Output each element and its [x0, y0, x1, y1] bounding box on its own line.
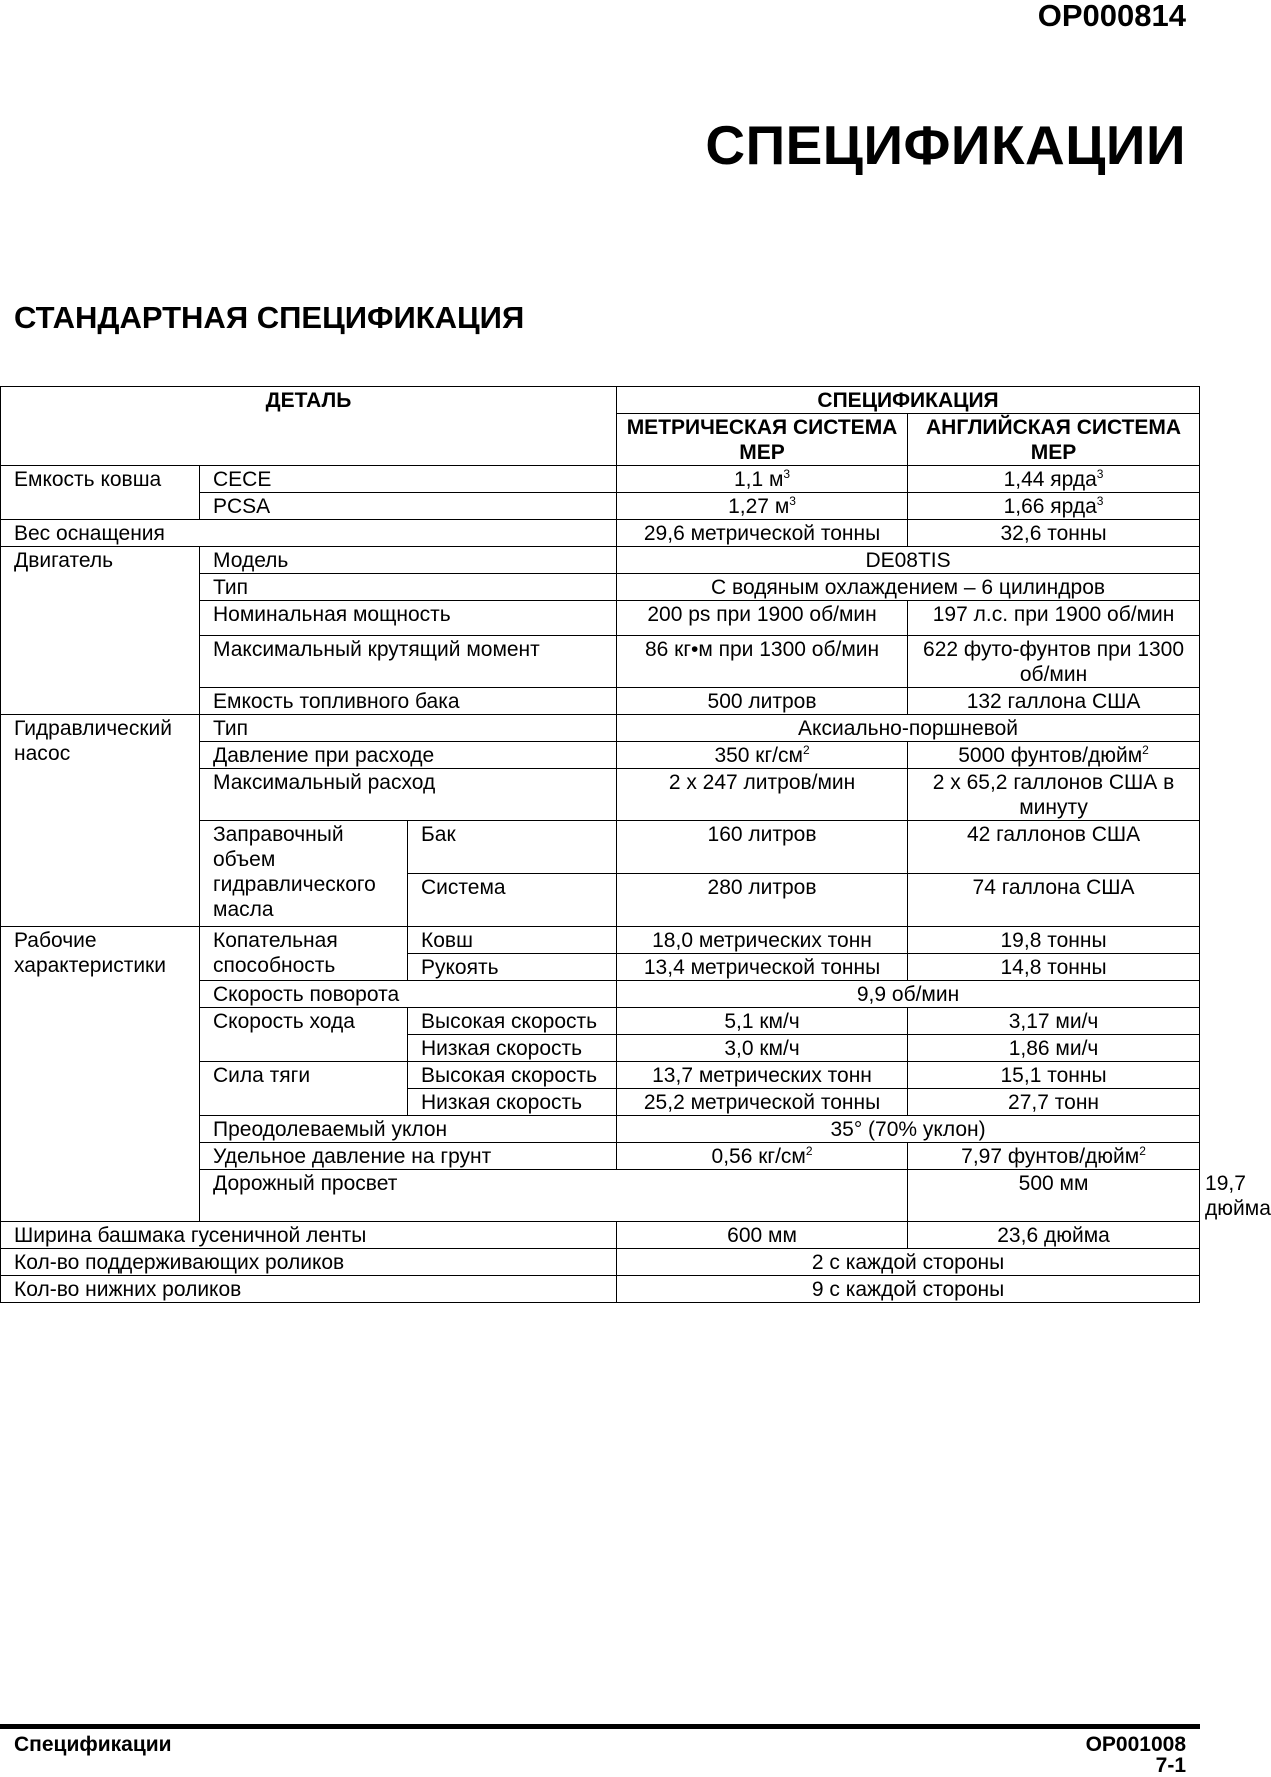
table-row — [1, 1276, 1200, 1303]
metric-value: 1,1 $м^3$ — [617, 466, 908, 493]
metric-value: 5,1 км/ч — [617, 1008, 908, 1035]
row-sublabel: Тип — [200, 715, 617, 742]
english-value: 14,8 тонны — [908, 954, 1200, 981]
english-value: 132 галлона США — [908, 688, 1200, 715]
english-value: 3,17 ми/ч — [908, 1008, 1200, 1035]
english-value: 2 x 65,2 галлонов США в минуту — [908, 769, 1200, 821]
table-row — [1, 466, 1200, 493]
row-sublabel: Заправочный объем гидравлического масла — [200, 821, 408, 927]
table-row — [1, 520, 1200, 547]
english-value: 197 л.с. при 1900 об/мин — [908, 601, 1200, 636]
metric-value: 500 литров — [617, 688, 908, 715]
spec-value: 9 с каждой стороны — [617, 1276, 1200, 1303]
table-row — [1, 1222, 1200, 1249]
metric-value: 280 литров — [617, 874, 908, 927]
english-value: 74 галлона США — [908, 874, 1200, 927]
spec-value: 35° (70% уклон) — [617, 1116, 1200, 1143]
row-subsublabel: Низкая скорость — [408, 1089, 617, 1116]
row-sublabel: Скорость поворота — [200, 981, 617, 1008]
metric-value: 2 x 247 литров/мин — [617, 769, 908, 821]
row-label: Вес оснащения — [1, 520, 617, 547]
english-value: 1,66 ярда$^3$ — [908, 493, 1200, 520]
row-subsublabel: Рукоять — [408, 954, 617, 981]
row-label: Ширина башмака гусеничной ленты — [1, 1222, 617, 1249]
row-sublabel: Копательная способность — [200, 927, 408, 981]
metric-value: 29,6 метрической тонны — [617, 520, 908, 547]
spec-header: СПЕЦИФИКАЦИЯ — [617, 387, 1200, 414]
metric-value: 350 $кг/см^2$ — [617, 742, 908, 769]
document-code: OP000814 — [1037, 0, 1186, 33]
spec-value: Аксиально-поршневой — [617, 715, 1200, 742]
metric-value: 200 ps при 1900 об/мин — [617, 601, 908, 636]
row-label: Емкость ковша — [1, 466, 200, 520]
row-sublabel: Тип — [200, 574, 617, 601]
metric-header: МЕТРИЧЕСКАЯ СИСТЕМА МЕР — [617, 414, 908, 466]
row-sublabel: CECE — [200, 466, 617, 493]
metric-value: 13,7 метрических тонн — [617, 1062, 908, 1089]
row-subsublabel: Высокая скорость — [408, 1062, 617, 1089]
footer-divider — [0, 1724, 1200, 1729]
table-row: Дорожный просвет 500 мм 19,7 дюйма — [1, 1170, 1200, 1222]
row-subsublabel: Бак — [408, 821, 617, 874]
metric-value: 160 литров — [617, 821, 908, 874]
footer-section-name: Спецификации — [14, 1733, 172, 1756]
row-label: Двигатель — [1, 547, 200, 715]
english-value: 32,6 тонны — [908, 520, 1200, 547]
table-row — [1, 715, 1200, 742]
metric-value: 13,4 метрической тонны — [617, 954, 908, 981]
row-label: Дорожный просвет — [200, 1170, 908, 1222]
english-value: 1,44 ярда$^3$ — [908, 466, 1200, 493]
english-value: 622 футо-фунтов при 1300 об/мин — [908, 636, 1200, 688]
english-value: 27,7 тонн — [908, 1089, 1200, 1116]
spec-value: С водяным охлаждением – 6 цилиндров — [617, 574, 1200, 601]
metric-value: 18,0 метрических тонн — [617, 927, 908, 954]
english-value: 7,97 фунтов/дюйм$^2$ — [908, 1143, 1200, 1170]
english-value: 5000 фунтов/дюйм$^2$ — [908, 742, 1200, 769]
row-subsublabel: Ковш — [408, 927, 617, 954]
english-header: АНГЛИЙСКАЯ СИСТЕМА МЕР — [908, 414, 1200, 466]
page-number: 7-1 — [1155, 1754, 1186, 1777]
metric-value: 25,2 метрической тонны — [617, 1089, 908, 1116]
english-value: 42 галлонов США — [908, 821, 1200, 874]
footer-document-code: OP001008 — [1085, 1733, 1186, 1756]
table-row — [1, 1249, 1200, 1276]
metric-value: 600 мм — [617, 1222, 908, 1249]
row-sublabel: Максимальный расход — [200, 769, 617, 821]
table-row — [1, 927, 1200, 954]
row-sublabel: Сила тяги — [200, 1062, 408, 1116]
metric-value: 86 кг•м при 1300 об/мин — [617, 636, 908, 688]
metric-value: 0,56 $кг/см^2$ — [617, 1143, 908, 1170]
row-subsublabel: Высокая скорость — [408, 1008, 617, 1035]
table-header-row — [1, 387, 1200, 414]
spec-value: DE08TIS — [617, 547, 1200, 574]
row-label: Рабочие характеристики — [1, 927, 200, 1222]
spec-value: 9,9 об/мин — [617, 981, 1200, 1008]
specification-table — [0, 386, 1271, 1303]
row-sublabel: Модель — [200, 547, 617, 574]
row-subsublabel: Система — [408, 874, 617, 927]
english-value: 23,6 дюйма — [908, 1222, 1200, 1249]
row-label: Кол-во поддерживающих роликов — [1, 1249, 617, 1276]
row-subsublabel: Низкая скорость — [408, 1035, 617, 1062]
spec-value: 2 с каждой стороны — [617, 1249, 1200, 1276]
row-sublabel: Максимальный крутящий момент — [200, 636, 617, 688]
row-sublabel: Преодолеваемый уклон — [200, 1116, 617, 1143]
row-sublabel: PCSA — [200, 493, 617, 520]
row-sublabel: Давление при расходе — [200, 742, 617, 769]
detail-header: ДЕТАЛЬ — [1, 387, 617, 466]
row-sublabel: Удельное давление на грунт — [200, 1143, 617, 1170]
row-sublabel: Емкость топливного бака — [200, 688, 617, 715]
section-title: СТАНДАРТНАЯ СПЕЦИФИКАЦИЯ — [14, 300, 525, 335]
table-row — [1, 547, 1200, 574]
english-value: 19,8 тонны — [908, 927, 1200, 954]
row-label: Гидравлический насос — [1, 715, 200, 927]
metric-value: 1,27 $м^3$ — [617, 493, 908, 520]
row-sublabel: Скорость хода — [200, 1008, 408, 1062]
metric-value: 3,0 км/ч — [617, 1035, 908, 1062]
row-sublabel: Номинальная мощность — [200, 601, 617, 636]
metric-value: 500 мм — [908, 1170, 1200, 1222]
page-title: СПЕЦИФИКАЦИИ — [705, 114, 1186, 176]
english-value: 15,1 тонны — [908, 1062, 1200, 1089]
english-value: 1,86 ми/ч — [908, 1035, 1200, 1062]
row-label: Кол-во нижних роликов — [1, 1276, 617, 1303]
